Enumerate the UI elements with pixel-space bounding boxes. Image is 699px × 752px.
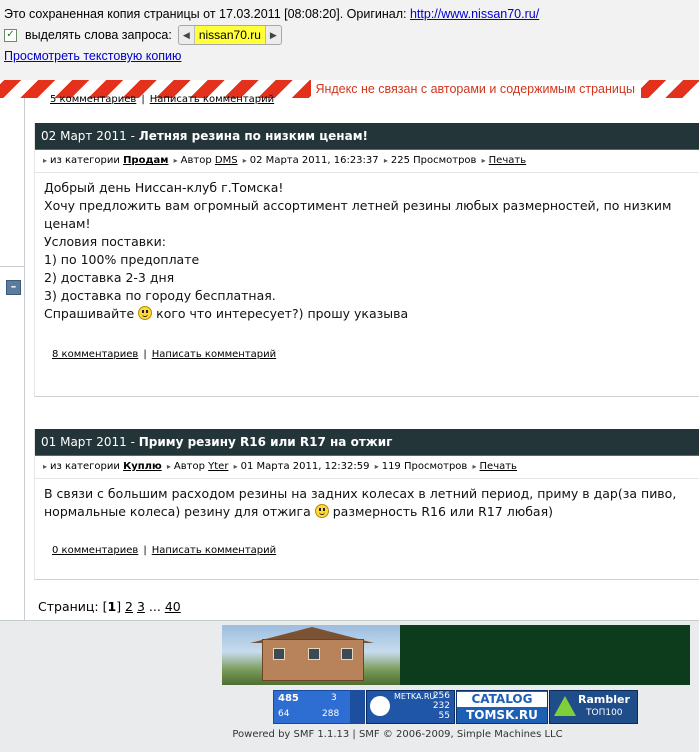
meta-author-label: Автор [180,155,212,166]
comments-link[interactable]: 5 комментариев [50,94,137,105]
counter-value: 232 [432,701,450,711]
counter-name: METKA.RU [394,692,436,701]
page-link-last[interactable]: 40 [164,599,181,614]
highlight-label: выделять слова запроса: [25,28,172,42]
counter-name: TOMSK.RU [466,708,538,722]
counter-value: 3 [331,693,337,703]
sidebar-edge [0,98,25,620]
next-match-icon[interactable]: ▶ [269,29,277,40]
comments-link[interactable]: 8 комментариев [52,349,139,360]
bullet-icon: ▸ [173,156,178,165]
news-datetime: 01 Марта 2011, 12:32:59 [240,461,370,472]
counter-value: 288 [322,709,340,719]
author-link[interactable]: Yter [208,461,229,472]
print-icon: ▸ [481,156,486,165]
bullet-icon: ▸ [383,156,388,165]
print-link[interactable]: Печать [488,155,527,166]
body-line: Добрый день Ниссан-клуб г.Томска! [44,180,284,195]
body-text-fragment: размерность R16 или R17 любая) [332,504,553,519]
body-line: 2) доставка 2-3 дня [44,270,175,285]
news-title[interactable]: Летняя резина по низким ценам! [138,129,368,143]
author-link[interactable]: DMS [214,155,238,166]
news-title[interactable]: Приму резину R16 или R17 на отжиг [138,435,393,449]
print-link[interactable]: Печать [479,461,517,472]
comments-link[interactable]: 0 комментариев [52,545,139,556]
house-body [262,639,364,681]
meta-category-label: из категории [50,461,120,472]
write-comment-link[interactable]: Написать комментарий [151,545,277,556]
cache-info-text: Это сохраненная копия страницы от 17.03.2011 [08:08:20]. Оригинал: [4,7,410,21]
smiley-icon [315,504,329,518]
metka-counter[interactable] [366,690,455,724]
bullet-icon: ▸ [43,462,48,471]
news-links: 8 комментариев | Написать комментарий [52,349,277,360]
body-line: Хочу предложить вам огромный ассортимент летней резины любых размерностей, по низким ценам! [44,198,672,231]
body-line: В связи с большим расходом резины на задних колесах в летний период, приму в дар(за пиво, [44,486,677,501]
write-comment-link[interactable]: Написать комментарий [149,94,275,105]
disclaimer-text: Яндекс не связан с авторами и содержимым страницы [311,80,641,98]
original-url-link[interactable]: http://www.nissan70.ru/ [409,7,540,21]
meta-author-label: Автор [173,461,205,472]
body-line: 3) доставка по городу бесплатная. [44,288,276,303]
counter-values [433,691,450,721]
news-views: 119 Просмотров [381,461,468,472]
query-term: nissan70.ru [194,26,266,44]
pagination-label: Страниц: [38,599,99,614]
pagination: Страниц: [1] 2 3 ... 40 [38,599,181,614]
pagination-ellipsis: ... [148,599,161,614]
news-meta [35,456,699,479]
news-title-bar: 02 Март 2011 - Летняя резина по низким ценам! [35,123,699,150]
house-window [341,648,353,660]
news-item [34,429,699,580]
page-link[interactable]: 3 [136,599,145,614]
counter-value: 55 [438,711,450,721]
metka-logo-icon [370,696,390,716]
news-title-bar: 01 Март 2011 - Приму резину R16 или R17 на отжиг [35,429,699,456]
prev-match-icon[interactable]: ◀ [182,29,190,40]
meta-category-label: из категории [50,155,120,166]
liveinternet-counter[interactable] [273,690,365,724]
counter-name: Rambler [578,693,630,706]
bullet-icon: ▸ [374,462,379,471]
counter-strip [350,691,364,723]
powered-by: Powered by SMF 1.1.13 | SMF © 2006-2009, Simple Machines LLC [232,729,563,740]
rambler-top100-counter[interactable] [549,690,638,724]
news-views: 225 Просмотров [390,155,477,166]
catalog-tomsk-counter[interactable] [456,690,548,724]
rambler-logo-icon [554,696,576,716]
body-line [44,503,699,521]
news-item [34,123,699,397]
highlight-checkbox[interactable]: ✓ [4,29,17,42]
counter-value: 256 [432,691,450,701]
news-body [35,479,699,521]
sidebar-divider [0,266,24,267]
page-link[interactable]: 2 [125,599,133,614]
cache-info [4,7,539,21]
news-column [34,94,699,614]
body-text-fragment: Спрашивайте [44,306,135,321]
bullet-icon: ▸ [233,462,238,471]
house-image [222,625,400,685]
body-line: Условия поставки: [44,234,166,249]
bullet-icon: ▸ [242,156,247,165]
text-copy-link[interactable]: Просмотреть текстовую копию [4,49,182,63]
page-current: 1 [107,599,117,614]
counter-value: 485 [278,693,299,704]
news-links: 0 комментариев | Написать комментарий [52,545,277,556]
body-line [44,305,699,323]
category-link[interactable]: Продам [123,155,169,166]
prev-post-links: 5 комментариев | Написать комментарий [50,94,275,105]
bullet-icon: ▸ [43,156,48,165]
counter-name: ТОП100 [586,708,623,718]
house-window [308,648,320,660]
print-icon: ▸ [472,462,477,471]
query-term-navigator [178,25,282,45]
bullet-icon: ▸ [166,462,171,471]
cache-header [0,0,699,80]
counter-value: 64 [278,709,290,719]
news-body [35,173,699,323]
collapse-icon[interactable]: – [6,280,21,295]
house-window [273,648,285,660]
news-date: 02 Март 2011 [41,129,127,143]
news-datetime: 02 Марта 2011, 16:23:37 [249,155,379,166]
news-date: 01 Март 2011 [41,435,127,449]
highlight-row [4,25,282,45]
ad-banner[interactable] [222,625,690,685]
smiley-icon [138,306,152,320]
category-link[interactable]: Куплю [123,461,162,472]
news-meta [35,150,699,173]
body-text-fragment: кого что интересует?) прошу указыва [156,306,409,321]
body-line: 1) по 100% предоплате [44,252,200,267]
write-comment-link[interactable]: Написать комментарий [151,349,277,360]
counter-name: CATALOG [457,692,547,707]
body-text-fragment: нормальные колеса) резину для отжига [44,504,311,519]
